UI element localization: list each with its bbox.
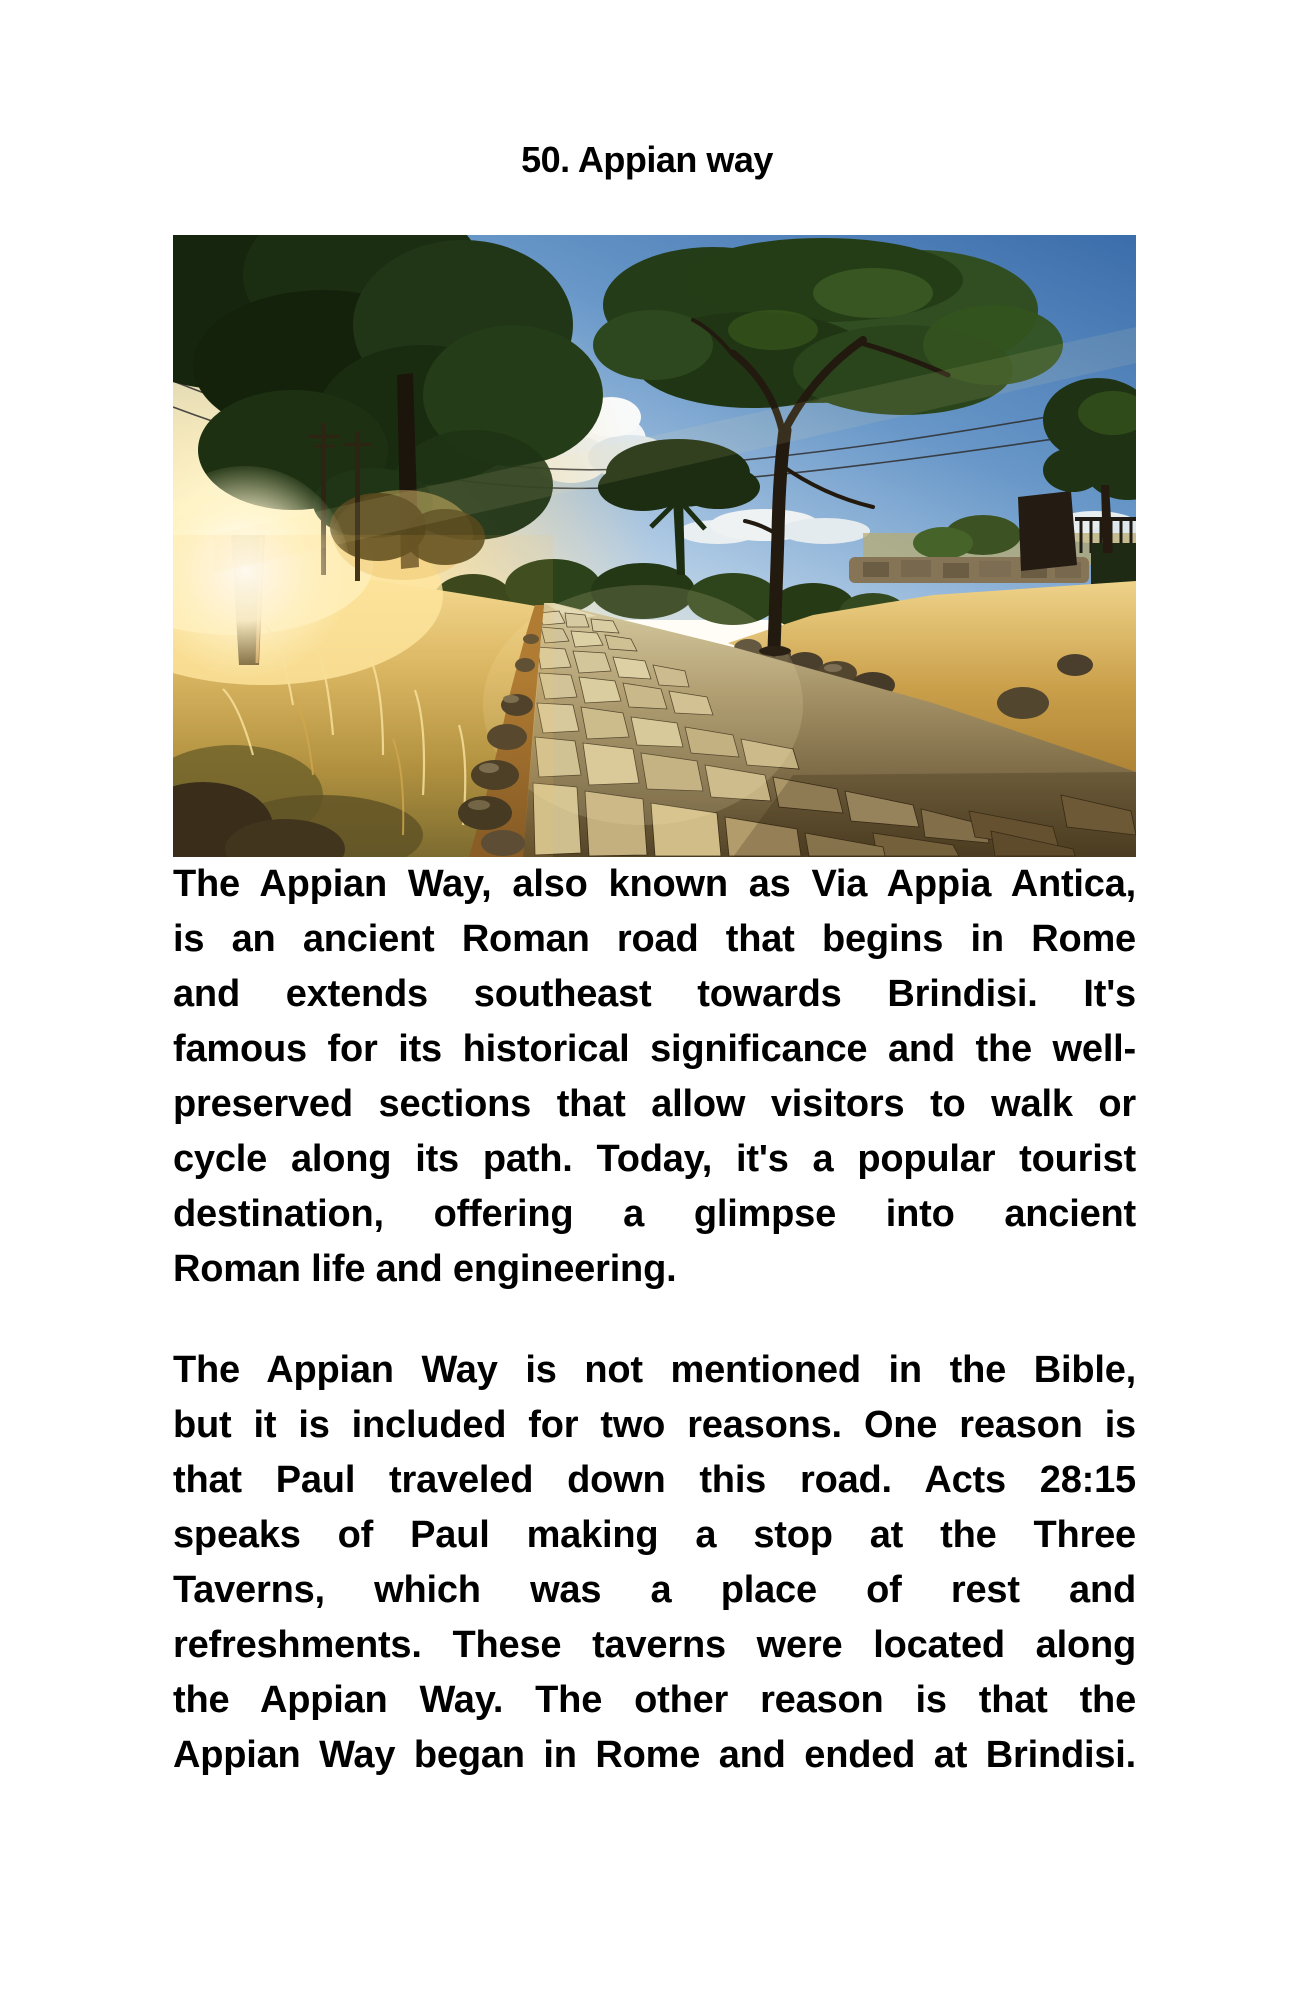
text-line: is an ancient Roman road that begins in Rome — [173, 918, 1136, 960]
text-line: the Appian Way. The other reason is that the — [173, 1679, 1136, 1721]
ruin-tower — [1018, 491, 1077, 571]
text-line: but it is included for two reasons. One reason is — [173, 1404, 1136, 1446]
text-line: destination, offering a glimpse into ancient — [173, 1193, 1136, 1235]
text-line: and extends southeast towards Brindisi. It's — [173, 973, 1136, 1015]
text-line: famous for its historical significance and the well- — [173, 1028, 1136, 1070]
text-line: The Appian Way is not mentioned in the Bible, — [173, 1349, 1136, 1391]
page-title: 50. Appian way — [521, 139, 773, 180]
warm-haze — [173, 535, 553, 857]
text-line: preserved sections that allow visitors to walk or — [173, 1083, 1136, 1125]
appian-way-photo — [173, 235, 1136, 857]
text-line: speaks of Paul making a stop at the Three — [173, 1514, 1136, 1556]
text-line: Taverns, which was a place of rest and — [173, 1569, 1136, 1611]
paragraph-1 — [173, 857, 1136, 1297]
text-line: Appian Way began in Rome and ended at Brindisi. — [173, 1734, 1136, 1776]
text-line: refreshments. These taverns were located along — [173, 1624, 1136, 1666]
text-line: The Appian Way, also known as Via Appia Antica, — [173, 863, 1136, 905]
text-line: cycle along its path. Today, it's a popular tourist — [173, 1138, 1136, 1180]
text-line: Roman life and engineering. — [173, 1248, 677, 1290]
appian-way-photo-graphic — [173, 235, 1136, 857]
text-line: that Paul traveled down this road. Acts 28:15 — [173, 1459, 1136, 1501]
paragraph-2 — [173, 1343, 1136, 1783]
article-body — [173, 857, 1136, 1783]
